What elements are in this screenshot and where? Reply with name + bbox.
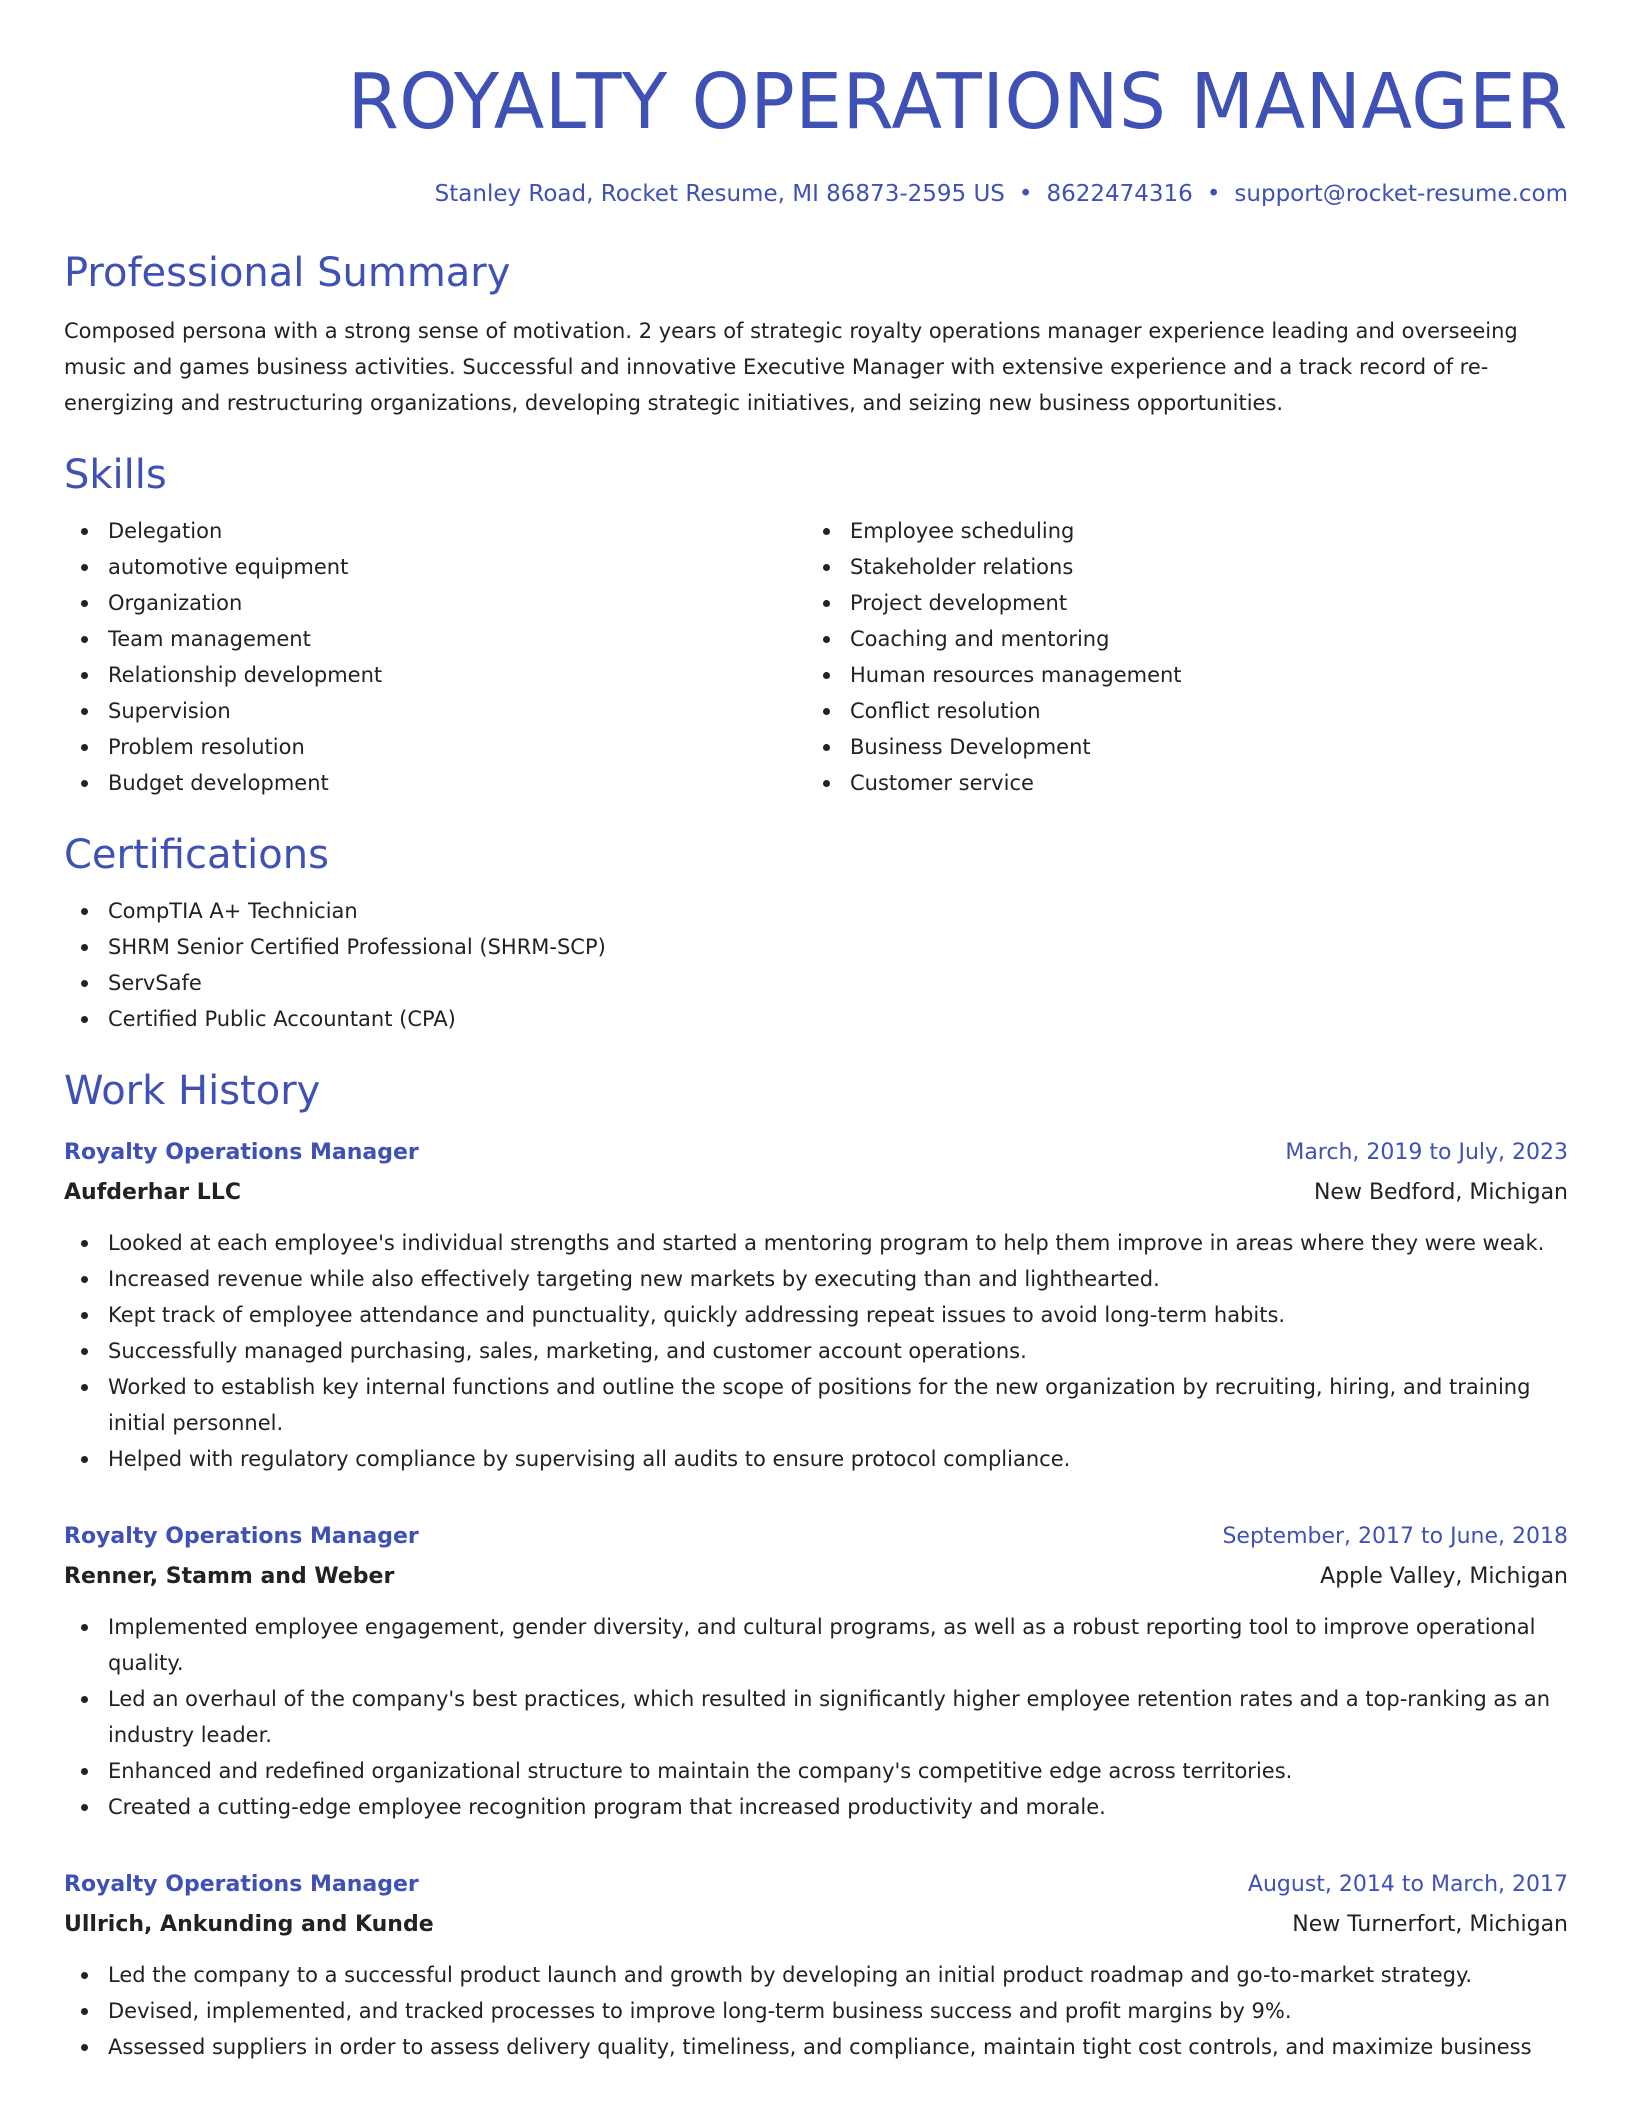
job-bullet: Implemented employee engagement, gender diversity, and cultural programs, as well as a robust reporting tool to improve operational quality. [64, 1609, 1568, 1681]
skill-item: Human resources management [806, 657, 1548, 693]
job-title: Royalty Operations Manager [64, 1524, 419, 1549]
section-heading-summary: Professional Summary [64, 250, 511, 296]
job-bullet: Led an overhaul of the company's best practices, which resulted in significantly higher employee retention rates and a top-ranking as an industry leader. [64, 1681, 1568, 1753]
job-location: Apple Valley, Michigan [1320, 1564, 1568, 1589]
skill-item: Coaching and mentoring [806, 621, 1548, 657]
section-heading-work-history: Work History [64, 1068, 321, 1114]
job-dates: September, 2017 to June, 2018 [1222, 1524, 1568, 1549]
skill-item: Supervision [64, 693, 806, 729]
job-bullet: Assessed suppliers in order to assess delivery quality, timeliness, and compliance, maintain tight cost controls, and maximize business [64, 2029, 1568, 2065]
job-bullet: Devised, implemented, and tracked processes to improve long-term business success and profit margins by 9%. [64, 1993, 1568, 2029]
skill-item: Budget development [64, 765, 806, 801]
job-bullet: Looked at each employee's individual strengths and started a mentoring program to help them improve in areas where they were weak. [64, 1225, 1568, 1261]
skill-item: Stakeholder relations [806, 549, 1548, 585]
skill-item: Project development [806, 585, 1548, 621]
job-entry [64, 1517, 1568, 1825]
job-bullets [64, 1609, 1568, 1825]
skill-item: Employee scheduling [806, 513, 1548, 549]
summary-text: Composed persona with a strong sense of motivation. 2 years of strategic royalty operations manager experience leading and overseeing music and games business activities. Successful and innovative Executive Manager with extensive experience and a track record of re-energizing and restructuring organizations, developing strategic initiatives, and seizing new business opportunities. [64, 319, 1518, 415]
skill-item: Problem resolution [64, 729, 806, 765]
contact-phone: 8622474316 [1046, 181, 1193, 207]
job-bullet: Successfully managed purchasing, sales, marketing, and customer account operations. [64, 1333, 1568, 1369]
job-title: Royalty Operations Manager [64, 1872, 419, 1897]
job-entry [64, 1865, 1568, 2065]
job-bullet: Created a cutting-edge employee recognition program that increased productivity and morale. [64, 1789, 1568, 1825]
certification-item: ServSafe [64, 965, 1568, 1001]
certifications-list [64, 893, 1568, 1037]
skill-item: Team management [64, 621, 806, 657]
job-dates: August, 2014 to March, 2017 [1247, 1872, 1568, 1897]
job-bullet: Kept track of employee attendance and punctuality, quickly addressing repeat issues to avoid long-term habits. [64, 1297, 1568, 1333]
job-company: Ullrich, Ankunding and Kunde [64, 1912, 434, 1937]
job-company: Renner, Stamm and Weber [64, 1564, 395, 1589]
certification-item: CompTIA A+ Technician [64, 893, 1568, 929]
job-bullets [64, 1957, 1568, 2065]
job-bullet: Enhanced and redefined organizational structure to maintain the company's competitive edge across territories. [64, 1753, 1568, 1789]
certification-item: Certified Public Accountant (CPA) [64, 1001, 1568, 1037]
contact-address: Stanley Road, Rocket Resume, MI 86873-2595 US [434, 181, 1005, 207]
job-bullet: Increased revenue while also effectively targeting new markets by executing than and lighthearted. [64, 1261, 1568, 1297]
job-bullet: Worked to establish key internal functions and outline the scope of positions for the new organization by recruiting, hiring, and training initial personnel. [64, 1369, 1568, 1441]
skills-list [64, 513, 1568, 801]
resume-title: ROYALTY OPERATIONS MANAGER [347, 58, 1569, 147]
skill-item: Business Development [806, 729, 1548, 765]
job-location: New Bedford, Michigan [1313, 1180, 1568, 1205]
skills-column-right [806, 513, 1548, 801]
certification-item: SHRM Senior Certified Professional (SHRM-SCP) [64, 929, 1568, 965]
skill-item: Conflict resolution [806, 693, 1548, 729]
contact-separator: • [1206, 181, 1221, 207]
skill-item: Customer service [806, 765, 1548, 801]
contact-email: support@rocket-resume.com [1234, 181, 1568, 207]
skill-item: Organization [64, 585, 806, 621]
skill-item: Delegation [64, 513, 806, 549]
skills-column-left [64, 513, 806, 801]
job-bullet: Helped with regulatory compliance by supervising all audits to ensure protocol compliance. [64, 1441, 1568, 1477]
resume-page [64, 0, 1568, 2065]
contact-separator: • [1018, 181, 1033, 207]
contact-line [64, 179, 1568, 209]
section-heading-certifications: Certifications [64, 832, 329, 878]
job-company: Aufderhar LLC [64, 1180, 241, 1205]
job-entry [64, 1133, 1568, 1477]
job-bullet: Led the company to a successful product launch and growth by developing an initial product roadmap and go-to-market strategy. [64, 1957, 1568, 1993]
job-bullets [64, 1225, 1568, 1477]
job-title: Royalty Operations Manager [64, 1140, 419, 1165]
section-heading-skills: Skills [64, 452, 167, 498]
skill-item: Relationship development [64, 657, 806, 693]
job-dates: March, 2019 to July, 2023 [1285, 1140, 1568, 1165]
skill-item: automotive equipment [64, 549, 806, 585]
job-location: New Turnerfort, Michigan [1292, 1912, 1568, 1937]
